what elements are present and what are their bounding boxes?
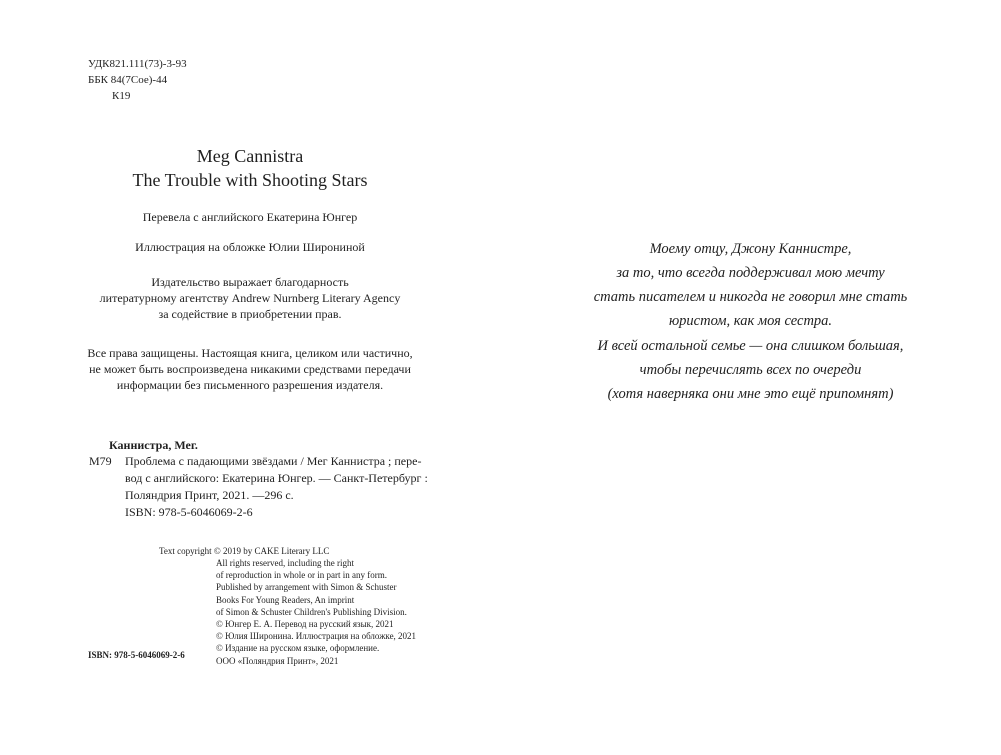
copyright-line: of Simon & Schuster Children's Publishing Division. — [216, 606, 407, 617]
dedication-line: чтобы перечислять всех по очереди — [639, 362, 862, 378]
acknowledgement-line: литературному агентству Andrew Nurnberg Literary Agency — [99, 291, 401, 305]
copyright-block — [216, 557, 416, 667]
catalog-description-line: Проблема с падающими звёздами / Мег Каннистра ; пере- — [125, 454, 422, 468]
catalog-isbn: ISBN: 978-5-6046069-2-6 — [125, 505, 253, 519]
original-author: Meg Cannistra — [196, 146, 304, 166]
copyright-line: All rights reserved, including the right — [216, 558, 354, 568]
copyright-line: Books For Young Readers, An imprint — [216, 594, 355, 605]
copyright-line: © Юнгер Е. А. Перевод на русский язык, 2021 — [216, 619, 394, 630]
dedication-page — [500, 0, 1001, 755]
rights-line: не может быть воспроизведена никакими средствами передачи — [89, 362, 411, 376]
udk-code: УДК821.111(73)-3-93 — [88, 58, 187, 70]
dedication-line: за то, что всегда поддерживал мою мечту — [616, 265, 885, 281]
classification-codes — [88, 56, 187, 104]
acknowledgement — [0, 274, 500, 322]
rights-line: Все права защищены. Настоящая книга, целиком или частично, — [87, 346, 413, 360]
dedication-line: И всей остальной семье — она слишком большая, — [597, 338, 904, 354]
imprint-page — [0, 0, 500, 755]
copyright-line: ООО «Поляндрия Принт», 2021 — [216, 655, 339, 666]
original-title: The Trouble with Shooting Stars — [132, 170, 368, 190]
illustrator-credit: Иллюстрация на обложке Юлии Широниной — [135, 240, 365, 254]
copyright-line: © Издание на русском языке, оформление. — [216, 643, 380, 654]
original-edition — [0, 144, 500, 192]
copyright-first-line: Text copyright © 2019 by CAKE Literary LLC — [159, 546, 330, 556]
acknowledgement-line: Издательство выражает благодарность — [151, 275, 349, 289]
rights-line: информации без письменного разрешения издателя. — [116, 378, 384, 392]
catalog-code: М79 — [89, 454, 112, 468]
translator-credit: Перевела с английского Екатерина Юнгер — [142, 210, 358, 224]
bbk-code: ББК 84(7Сое)-44 — [88, 74, 168, 86]
acknowledgement-line: за содействие в приобретении прав. — [158, 307, 342, 321]
isbn-footer: ISBN: 978-5-6046069-2-6 — [88, 650, 185, 660]
catalog-author: Каннистра, Мег. — [109, 438, 198, 452]
dedication-line: (хотя наверняка они мне это ещё припомнят) — [607, 386, 894, 402]
dedication-line: юристом, как моя сестра. — [668, 313, 833, 329]
dedication-line: Моему отцу, Джону Каннистре, — [649, 241, 852, 257]
author-mark: К19 — [112, 90, 131, 102]
copyright-line: © Юлия Широнина. Иллюстрация на обложке, 2021 — [216, 631, 417, 642]
dedication-father — [500, 237, 1001, 333]
catalog-description-line: Поляндрия Принт, 2021. —296 с. — [125, 488, 294, 502]
rights-notice — [0, 345, 500, 393]
copyright-line: of reproduction in whole or in part in any form. — [216, 570, 387, 581]
copyright-line: Published by arrangement with Simon & Schuster — [216, 582, 397, 593]
dedication-line: стать писателем и никогда не говорил мне стать — [593, 289, 908, 305]
catalog-description — [125, 453, 428, 504]
catalog-description-line: вод с английского: Екатерина Юнгер. — Санкт-Петербург : — [125, 471, 428, 485]
dedication-family — [500, 334, 1001, 406]
